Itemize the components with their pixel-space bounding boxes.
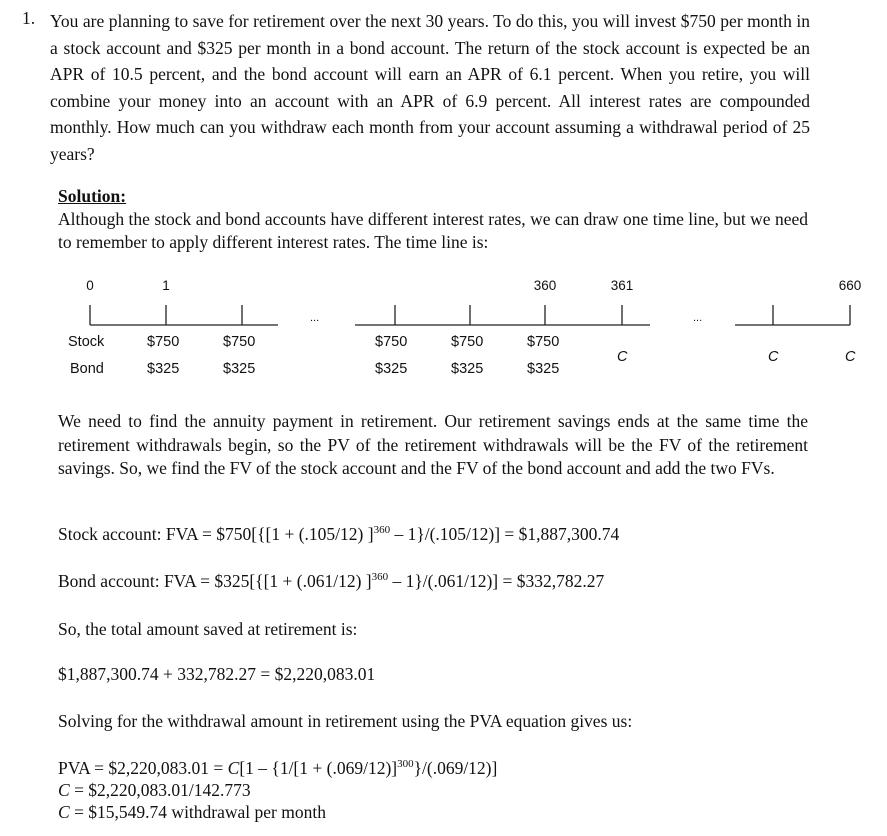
period-label: 660 [838,278,862,293]
pva-eq-post: }/(.069/12)] [413,758,498,778]
explanation-paragraph: We need to find the annuity payment in retirement. Our retirement savings ends at the same time the retirement withdrawals begin, so the PV of the retirement withdrawals will be the FV of the retirement savings. So, we find the FV of the stock account and the FV of the bond account and add the two FVs. [58,411,808,478]
result-1-variable: C [58,780,70,800]
solution-intro: Although the stock and bond accounts have different interest rates, we can draw one time line, but we need to remember to apply different interest rates. The time line is: [58,209,808,252]
solution-heading: Solution: [58,186,127,206]
pva-equation [58,758,497,779]
result-line-1 [58,780,251,801]
pva-eq-variable: C [227,758,240,778]
pva-eq-pre: PVA = $2,220,083.01 = [58,758,228,778]
result-2-text: = $15,549.74 withdrawal per month [69,802,326,822]
stock-eq-pre: Stock account: FVA = $750[{[1 + (.105/12) ] [58,524,374,544]
bond-eq-pre: Bond account: FVA = $325[{[1 + (.061/12) ] [58,571,372,591]
period-label: 1 [162,278,170,293]
bond-value: $325 [451,361,484,377]
bond-value: $325 [223,361,256,377]
stock-value: $750 [375,334,408,350]
bond-eq-exponent: 360 [371,571,389,583]
result-2-variable: C [58,802,70,822]
bond-equation [58,571,604,592]
period-label: 361 [610,278,634,293]
withdrawal-label: C [768,349,779,365]
stock-eq-post: – 1}/(.105/12)] = $1,887,300.74 [390,524,620,544]
stock-value: $750 [451,334,484,350]
bond-value: $325 [527,361,560,377]
stock-value: $750 [527,334,560,350]
timeline-ellipsis: ... [310,312,320,324]
withdrawal-label: C [845,349,856,365]
pva-intro: Solving for the withdrawal amount in retirement using the PVA equation gives us: [58,711,633,731]
timeline-ellipsis: ... [693,312,703,324]
total-intro: So, the total amount saved at retirement is: [58,619,358,639]
bond-value: $325 [147,361,180,377]
period-label: 0 [86,278,94,293]
stock-value: $750 [223,334,256,350]
stock-value: $750 [147,334,180,350]
row-label-bond: Bond [70,361,104,377]
result-line-2 [58,802,326,823]
bond-value: $325 [375,361,408,377]
pva-eq-mid: [1 – {1/[1 + (.069/12)] [239,758,398,778]
result-1-text: = $2,220,083.01/142.773 [69,780,251,800]
stock-equation [58,524,619,545]
bond-eq-post: – 1}/(.061/12)] = $332,782.27 [388,571,605,591]
withdrawal-label: C [617,349,628,365]
row-label-stock: Stock [68,334,105,350]
pva-eq-exponent: 300 [397,758,414,770]
period-label: 360 [533,278,557,293]
total-equation: $1,887,300.74 + 332,782.27 = $2,220,083.01 [58,664,376,684]
question-text: You are planning to save for retirement over the next 30 years. To do this, you will invest $750 per month in a stock account and $325 per month in a bond account. The return of the stock account is expected be an APR of 10.5 percent, and the bond account will earn an APR of 6.1 percent. When you retire, you will combine your money into an account with an APR of 6.9 percent. All interest rates are compounded monthly. How much can you withdraw each month from your account assuming a withdrawal period of 25 years? [50,11,810,164]
stock-eq-exponent: 360 [373,524,391,536]
question-number: 1. [22,8,36,28]
